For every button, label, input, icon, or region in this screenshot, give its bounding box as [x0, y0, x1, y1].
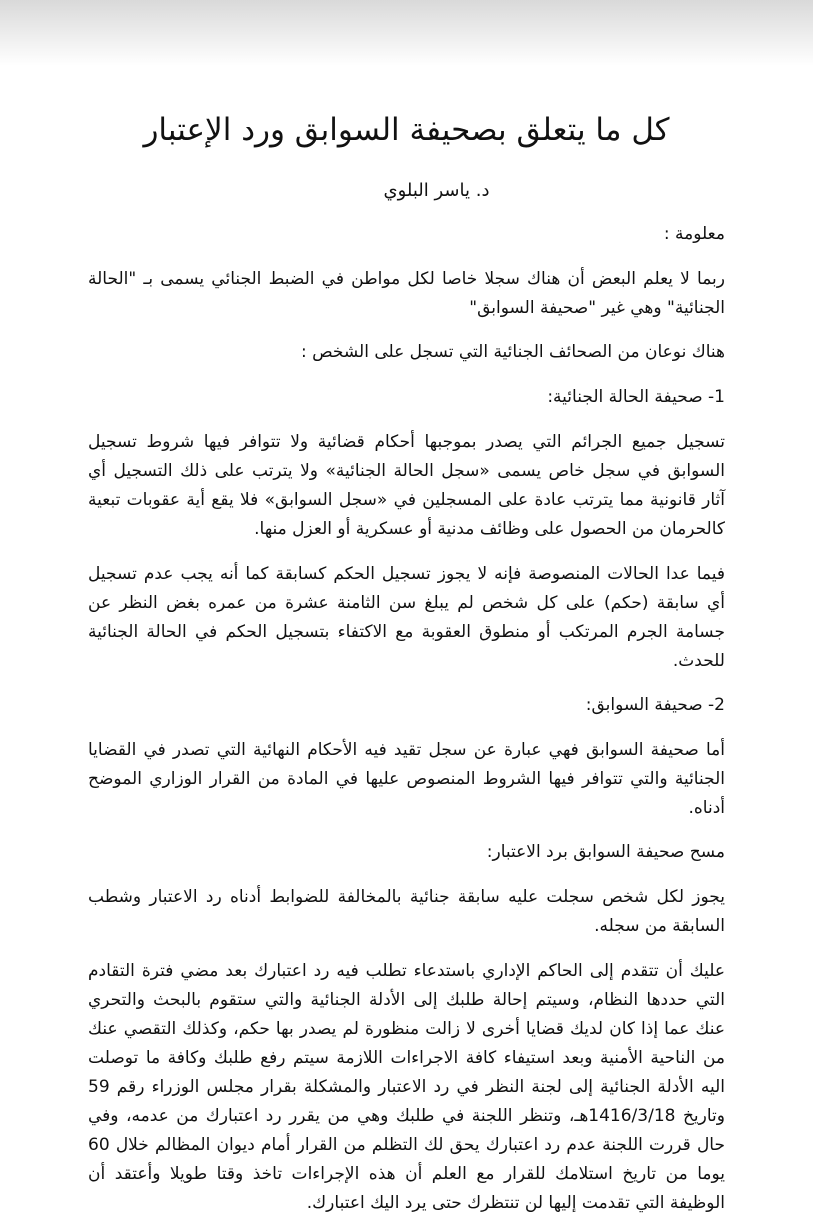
paragraph-rehabilitation-procedure: عليك أن تتقدم إلى الحاكم الإداري باستدعاء تطلب فيه رد اعتبارك بعد مضي فترة التقادم التي حددها النظام، وسيتم إحالة طلبك إلى الأدلة الجنائية والتي ستقوم بالبحث والتحري عنك عما إذا كان لديك قضايا أخرى لا زالت منظورة لم يصدر بها حكم، وكذلك التقصي عنك من الناحية الأمنية وبعد استيفاء كافة الاجراءات اللازمة سيتم رفع طلبك وكافة ما توصلت اليه الأدلة الجنائية إلى لجنة النظر في رد الاعتبار والمشكلة بقرار مجلس الوزراء رقم 59 وتاريخ 1416/3/18هـ، وتنظر اللجنة في طلبك وهي من يقرر رد اعتبارك من عدمه، وفي حال قررت اللجنة عدم رد اعتبارك يحق لك التظلم من القرار أمام ديوان المظالم خلال 60 يوما من تاريخ استلامك للقرار مع العلم أن هذه الإجراءات تاخذ وقتا طويلا وأعتقد أن الوظيفة التي تقدمت إليها لن تنتظرك حتى يرد اليك اعتبارك. — [88, 961, 725, 1214]
paragraph-precedents: أما صحيفة السوابق فهي عبارة عن سجل تقيد فيه الأحكام النهائية التي تصدر في القضايا الجنائية والتي تتوافر فيها الشروط المنصوص عليها في المادة من القرار الوزاري الموضح أدناه. — [88, 740, 725, 819]
section-heading-precedents: 2- صحيفة السوابق: — [585, 694, 725, 715]
section-heading-types: هناك نوعان من الصحائف الجنائية التي تسجل على الشخص : — [300, 342, 725, 363]
paragraph-rehabilitation-right: يجوز لكل شخص سجلت عليه سابقة جنائية بالمخالفة للضوابط أدناه رد الاعتبار وشطب السابقة من سجله. — [88, 887, 725, 937]
section-heading-info: معلومة : — [663, 224, 725, 245]
top-shadow-band — [0, 0, 813, 66]
paragraph-exceptions: فيما عدا الحالات المنصوصة فإنه لا يجوز تسجيل الحكم كسابقة كما أنه يجب عدم تسجيل أي سابقة (حكم) على كل شخص لم يبلغ سن الثامنة عشرة من عمره بغض النظر عن جسامة الجرم المرتكب أو منطوق العقوبة مع الاكتفاء بتسجيل الحكم في الحالة الجنائية للحدث. — [88, 563, 725, 671]
paragraph-intro: ربما لا يعلم البعض أن هناك سجلا خاصا لكل مواطن في الضبط الجنائي يسمى بـ "الحالة الجنائية" وهي غير "صحيفة السوابق" — [88, 269, 725, 319]
author-name: د. ياسر البلوي — [383, 180, 490, 202]
paragraph-criminal-status: تسجيل جميع الجرائم التي يصدر بموجبها أحكام قضائية ولا تتوافر فيها شروط تسجيل السوابق في سجل خاص يسمى «سجل الحالة الجنائية» ولا يترتب على ذلك التسجيل أي آثار قانونية مما يترتب عادة على المسجلين في «سجل السوابق» فلا يقع أية عقوبات تبعية كالحرمان من الحصول على وظائف مدنية أو عسكرية أو العزل منها. — [88, 431, 725, 539]
section-heading-rehabilitation: مسح صحيفة السوابق برد الاعتبار: — [486, 842, 725, 863]
section-heading-criminal-status: 1- صحيفة الحالة الجنائية: — [547, 386, 725, 407]
document-title: كل ما يتعلق بصحيفة السوابق ورد الإعتبار — [143, 112, 670, 148]
